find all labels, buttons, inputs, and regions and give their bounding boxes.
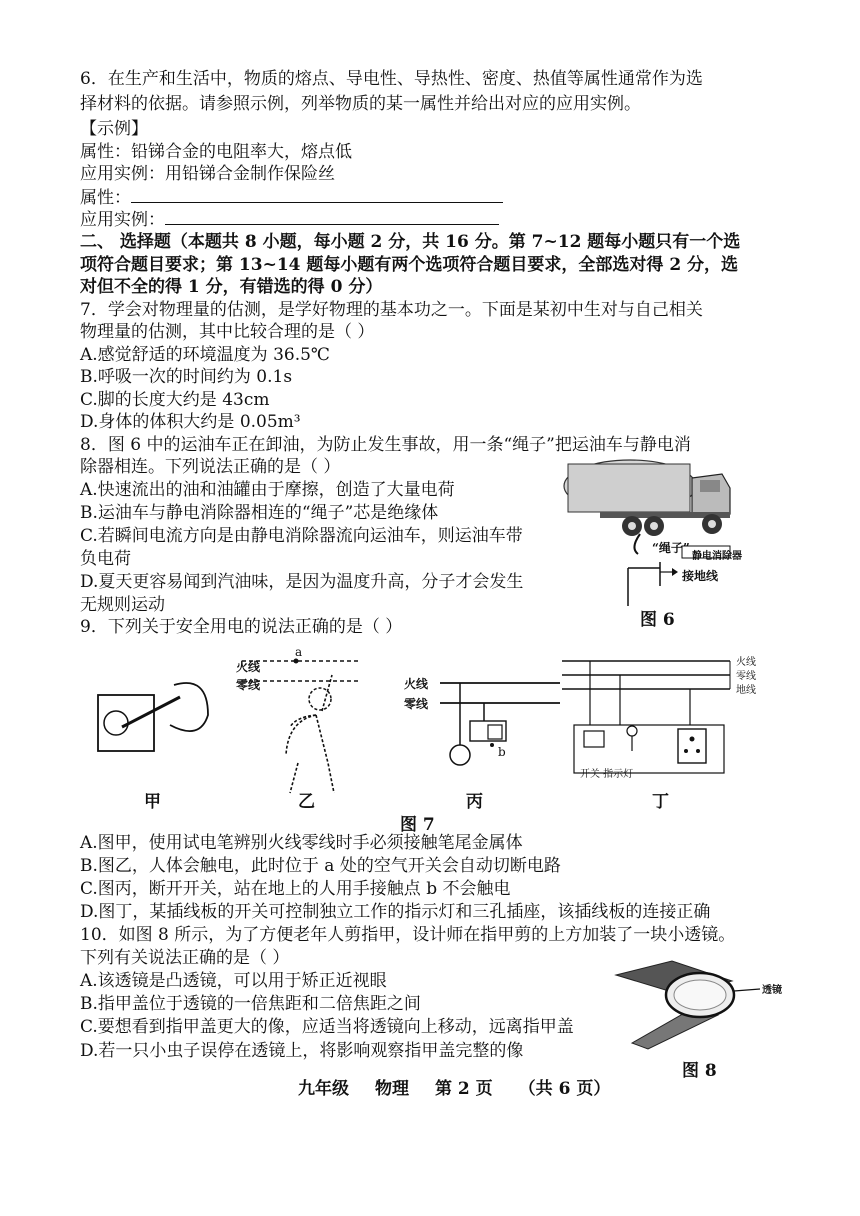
- q6-example-tag: 【示例】: [80, 119, 148, 139]
- fig7-ding-line-2: 零线: [736, 671, 756, 682]
- q10-option-d: D.若一只小虫子误停在透镜上，将影响观察指甲盖完整的像: [80, 1041, 524, 1061]
- q9-option-b: B.图乙，人体会触电，此时位于 a 处的空气开关会自动切断电路: [80, 856, 561, 876]
- figure-7-caption: 图 7: [400, 815, 435, 835]
- q9-option-d: D.图丁，某插线板的开关可控制独立工作的指示灯和三孔插座，该插线板的连接正确: [80, 902, 711, 922]
- fig6-rope-label: “绳子”: [652, 541, 690, 555]
- q10-option-a: A.该透镜是凸透镜，可以用于矫正近视眼: [80, 971, 387, 991]
- tanker-drawing: [560, 456, 760, 606]
- fig6-eliminator-label: 静电消除器: [692, 551, 742, 562]
- figure-6-tanker: [560, 456, 760, 606]
- nail-clipper-drawing: [612, 955, 782, 1050]
- figure-6-caption: 图 6: [640, 610, 675, 630]
- fig7-ding-line-3: 地线: [736, 685, 756, 696]
- footer-subject: 物理: [375, 1079, 409, 1099]
- figure-7-drawing: [90, 655, 830, 805]
- q9-option-c: C.图丙，断开开关，站在地上的人用手接触点 b 不会触电: [80, 879, 511, 899]
- fig7-label-yi: 乙: [298, 792, 315, 812]
- q6-example-application: 应用实例：用铅锑合金制作保险丝: [80, 164, 335, 184]
- figure-8-nail-clipper: [612, 955, 782, 1050]
- q6-attribute-row: [80, 186, 503, 209]
- fig7-bing-live-label: 火线: [404, 677, 429, 691]
- fig7-ding-line-1: 火线: [736, 657, 756, 668]
- q10-stem-line1: 10．如图 8 所示，为了方便老年人剪指甲，设计师在指甲剪的上方加装了一块小透镜。: [80, 925, 736, 945]
- fig7-point-a: a: [295, 645, 303, 659]
- q10-option-b: B.指甲盖位于透镜的一倍焦距和二倍焦距之间: [80, 994, 421, 1014]
- footer-grade: 九年级: [298, 1079, 349, 1099]
- section2-header-line1: 二、 选择题（本题共 8 小题，每小题 2 分，共 16 分。第 7~12 题每小题只有一个选: [80, 232, 741, 252]
- q8-option-d-line2: 无规则运动: [80, 595, 165, 615]
- q7-option-a: A.感觉舒适的环境温度为 36.5℃: [80, 345, 330, 365]
- fig7-bing-neutral-label: 零线: [404, 697, 429, 711]
- footer-page-number: 第 2 页: [435, 1079, 493, 1099]
- q7-option-b: B.呼吸一次的时间约为 0.1s: [80, 367, 293, 387]
- q9-option-a: A.图甲，使用试电笔辨别火线零线时手必须接触笔尾金属体: [80, 833, 523, 853]
- figure-8-caption: 图 8: [682, 1061, 717, 1081]
- fig6-ground-label: 接地线: [682, 569, 719, 583]
- q6-application-blank[interactable]: [165, 208, 499, 225]
- q10-stem-line2: 下列有关说法正确的是（ ）: [80, 948, 290, 968]
- q8-option-a: A.快速流出的油和油罐由于摩擦，创造了大量电荷: [80, 480, 455, 500]
- fig7-label-bing: 丙: [466, 792, 483, 812]
- figure-7: [90, 645, 830, 805]
- q9-stem: 9．下列关于安全用电的说法正确的是（ ）: [80, 617, 403, 637]
- q6-attribute-blank[interactable]: [131, 186, 503, 203]
- q10-option-c: C.要想看到指甲盖更大的像，应适当将透镜向上移动，远离指甲盖: [80, 1017, 574, 1037]
- q8-option-b: B.运油车与静电消除器相连的“绳子”芯是绝缘体: [80, 503, 439, 523]
- q6-attribute-label: 属性：: [80, 188, 131, 208]
- fig7-yi-live-label: 火线: [236, 660, 261, 674]
- section2-header-line2: 项符合题目要求；第 13~14 题每小题有两个选项符合题目要求，全部选对得 2 分，选: [80, 255, 739, 275]
- fig7-point-b: b: [498, 745, 506, 759]
- q6-example-attribute: 属性：铅锑合金的电阻率大，熔点低: [80, 142, 352, 162]
- q7-stem-line2: 物理量的估测，其中比较合理的是（ ）: [80, 322, 375, 342]
- q8-option-d-line1: D.夏天更容易闻到汽油味，是因为温度升高，分子才会发生: [80, 572, 524, 592]
- q7-option-c: C.脚的长度大约是 43cm: [80, 390, 270, 410]
- q8-option-c-line1: C.若瞬间电流方向是由静电消除器流向运油车，则运油车带: [80, 526, 523, 546]
- fig7-ding-bottom-label: 开关 指示灯: [580, 769, 634, 780]
- q8-stem-line2: 除器相连。下列说法正确的是（ ）: [80, 457, 341, 477]
- q6-stem-line1: 6．在生产和生活中，物质的熔点、导电性、导热性、密度、热值等属性通常作为选: [80, 69, 703, 89]
- fig7-label-ding: 丁: [652, 792, 669, 812]
- fig7-yi-neutral-label: 零线: [236, 678, 261, 692]
- q6-application-label: 应用实例：: [80, 210, 165, 230]
- fig8-lens-label: 透镜: [762, 985, 782, 996]
- footer-total-pages: （共 6 页）: [518, 1079, 611, 1099]
- q7-option-d: D.身体的体积大约是 0.05m³: [80, 412, 301, 432]
- q6-stem-line2: 择材料的依据。请参照示例，列举物质的某一属性并给出对应的应用实例。: [80, 94, 641, 114]
- section2-header-line3: 对但不全的得 1 分，有错选的得 0 分）: [80, 277, 383, 297]
- q7-stem-line1: 7．学会对物理量的估测，是学好物理的基本功之一。下面是某初中生对与自己相关: [80, 300, 703, 320]
- fig7-label-jia: 甲: [144, 792, 161, 812]
- page-footer: [298, 1074, 636, 1099]
- q8-stem-line1: 8．图 6 中的运油车正在卸油，为防止发生事故，用一条“绳子”把运油车与静电消: [80, 435, 691, 455]
- q6-application-row: [80, 208, 499, 231]
- q8-option-c-line2: 负电荷: [80, 549, 131, 569]
